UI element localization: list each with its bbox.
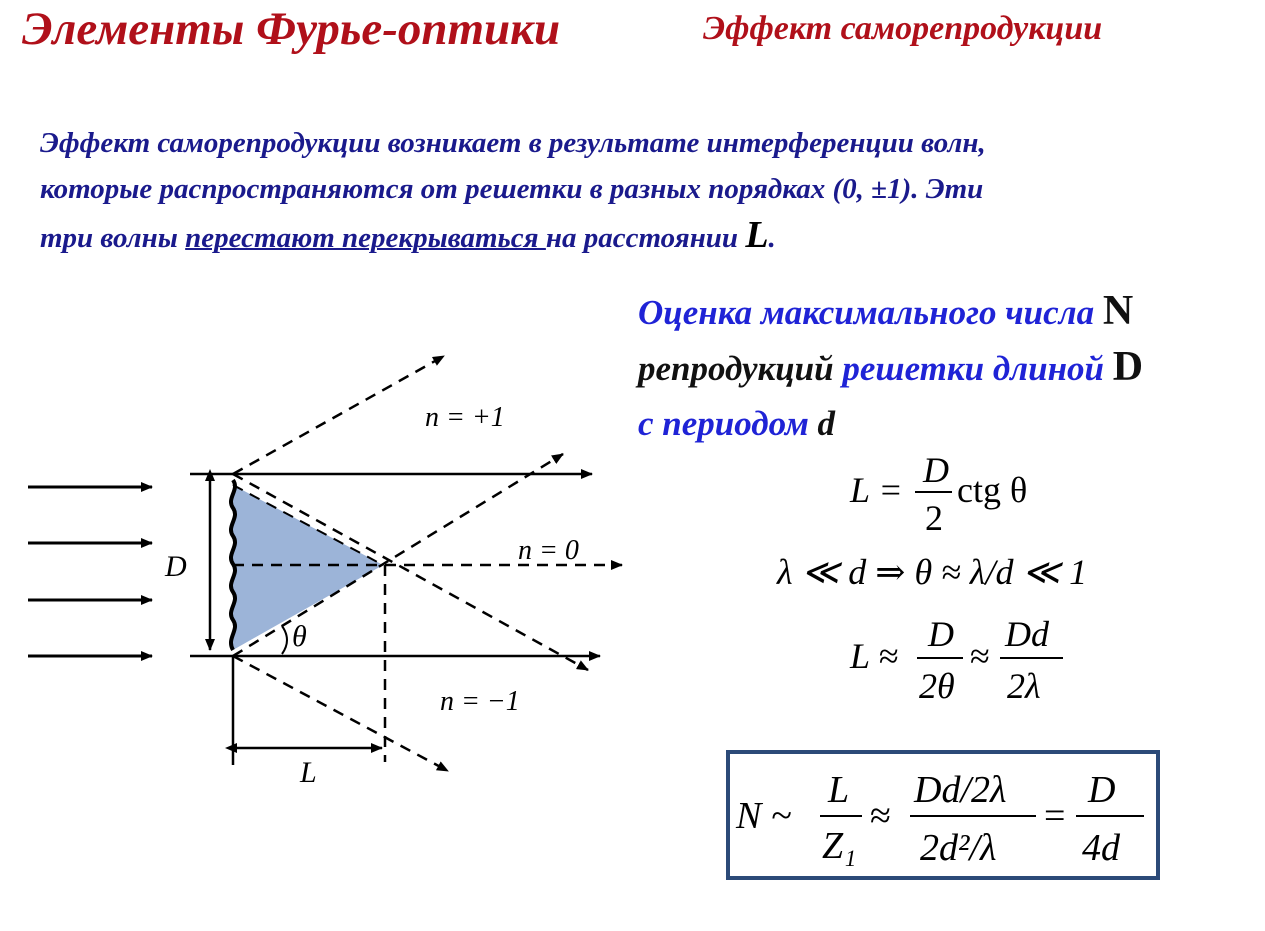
f1-lhs: L =	[850, 470, 903, 510]
intro-paragraph	[40, 120, 1240, 261]
intro-line-3-end: .	[768, 222, 776, 254]
box-lhs: N ~	[736, 795, 792, 837]
box-eq: =	[1044, 795, 1066, 837]
result-formula	[730, 754, 1156, 876]
estimate-line-1	[638, 284, 1258, 340]
box-num2: Dd/2λ	[914, 769, 1007, 811]
f3-num2: Dd	[1005, 614, 1049, 654]
box-den2: 2d²/λ	[920, 827, 997, 869]
label-L: L	[300, 756, 317, 789]
box-num3: D	[1088, 769, 1116, 811]
estimate-text-4: с периодом	[638, 404, 818, 443]
estimate-text-2: репродукций	[638, 349, 843, 388]
intro-line-3-start: три волны	[40, 222, 186, 254]
box-den1: Z₁	[822, 825, 857, 867]
intro-line-3-middle: на расстоянии	[545, 222, 746, 254]
intro-line-1: Эффект саморепродукции возникает в результате интерференции волн,	[40, 127, 986, 159]
overlap-triangle	[233, 485, 383, 650]
intro-underlined-phrase: перестают перекрываться	[185, 222, 546, 254]
f3-den1: 2θ	[919, 666, 955, 706]
label-n-0: n = 0	[518, 535, 579, 566]
intro-line-2: которые распространяются от решетки в разных порядках (0, ±1). Эти	[40, 173, 984, 205]
intro-var-L: L	[745, 214, 769, 256]
f1-rhs: ctg θ	[957, 470, 1028, 510]
formulas	[745, 440, 1265, 740]
label-D: D	[165, 550, 187, 583]
estimate-text-3: решетки длиной	[842, 349, 1113, 388]
f3-lhs: L ≈	[850, 636, 899, 676]
intro-line-3	[40, 212, 1240, 261]
theta-arc	[282, 626, 287, 654]
f3-den2: 2λ	[1007, 666, 1041, 706]
f1-den: 2	[925, 498, 943, 538]
estimate-line-2	[638, 340, 1258, 396]
self-imaging-diagram	[0, 330, 640, 850]
order-minus1-ray	[233, 656, 448, 771]
f2: λ ≪ d ⇒ θ ≈ λ/d ≪ 1	[777, 552, 1088, 592]
label-n-plus-1: n = +1	[425, 402, 505, 433]
box-den3: 4d	[1082, 827, 1120, 869]
estimate-text-1: Оценка максимального числа	[638, 293, 1103, 332]
estimate-var-D: D	[1112, 344, 1144, 390]
estimate-var-N: N	[1102, 288, 1134, 334]
result-box	[726, 750, 1160, 880]
f3-approx: ≈	[970, 636, 990, 676]
f3-num1: D	[928, 614, 954, 654]
order-plus1-ray	[233, 356, 444, 474]
estimate-heading	[638, 284, 1258, 451]
slide-subtitle: Эффект саморепродукции	[703, 10, 1103, 47]
box-num1: L	[828, 769, 850, 811]
f1-num: D	[923, 450, 949, 490]
label-theta: θ	[292, 620, 307, 653]
box-approx: ≈	[870, 795, 891, 837]
slide-title: Элементы Фурье-оптики	[22, 3, 561, 55]
estimate-var-d: d	[817, 404, 836, 443]
label-n-minus-1: n = −1	[440, 686, 520, 717]
